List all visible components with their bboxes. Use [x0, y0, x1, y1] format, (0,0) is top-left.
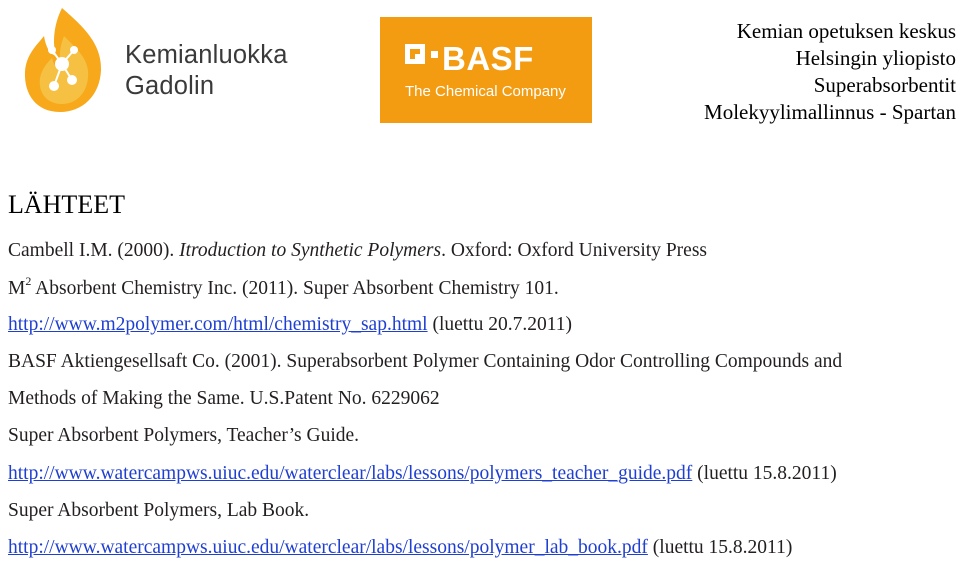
basf-wordmark: BASF: [442, 40, 534, 77]
header-affiliation: [704, 18, 956, 126]
flame-icon: [22, 6, 106, 114]
ref-2-accessed: (luettu 20.7.2011): [427, 314, 572, 335]
header-line-4: Molekyylimallinnus - Spartan: [704, 100, 956, 124]
basf-logo: [380, 17, 592, 123]
gadolin-line1: Kemianluokka: [125, 41, 288, 69]
reference-1: [8, 240, 707, 262]
ref-1-title: Itroduction to Synthetic Polymers: [179, 240, 442, 261]
basf-tagline: The Chemical Company: [405, 83, 566, 100]
reference-3-line-1: BASF Aktiengesellsaft Co. (2001). Superabsorbent Polymer Containing Odor Controlling Compounds and: [8, 351, 843, 372]
reference-4-link-line: [8, 463, 837, 485]
header-line-3: Superabsorbentit: [813, 73, 956, 97]
gadolin-line2: Gadolin: [125, 72, 215, 100]
reference-4: Super Absorbent Polymers, Teacher’s Guide.: [8, 425, 360, 446]
reference-2-link-line: [8, 314, 572, 336]
gadolin-logo-text: [125, 40, 288, 102]
page-title: LÄHTEET: [8, 190, 125, 219]
header-line-2: Helsingin yliopisto: [795, 46, 956, 70]
reference-2: [8, 274, 559, 300]
ref-5-link[interactable]: http://www.watercampws.uiuc.edu/waterclear/labs/lessons/polymer_lab_book.pdf: [8, 537, 648, 558]
reference-5-link-line: [8, 537, 792, 559]
reference-3-line-2: Methods of Making the Same. U.S.Patent No. 6229062: [8, 388, 440, 409]
ref-1-rest: . Oxford: Oxford University Press: [441, 240, 708, 261]
ref-4-accessed: (luettu 15.8.2011): [692, 463, 837, 484]
ref-1-author: Cambell I.M. (2000).: [8, 240, 180, 261]
ref-2-link[interactable]: http://www.m2polymer.com/html/chemistry_sap.html: [8, 314, 428, 335]
ref-2-rest: Absorbent Chemistry Inc. (2011). Super Absorbent Chemistry 101.: [31, 278, 559, 299]
ref-2-pre: M: [8, 278, 26, 299]
gadolin-logo: [22, 6, 312, 114]
header-line-1: Kemian opetuksen keskus: [736, 19, 956, 43]
ref-2-sup: 2: [25, 274, 32, 288]
ref-4-link[interactable]: http://www.watercampws.uiuc.edu/waterclear/labs/lessons/polymers_teacher_guide.pdf: [8, 463, 693, 484]
reference-5: Super Absorbent Polymers, Lab Book.: [8, 500, 310, 521]
ref-5-accessed: (luettu 15.8.2011): [647, 537, 793, 558]
